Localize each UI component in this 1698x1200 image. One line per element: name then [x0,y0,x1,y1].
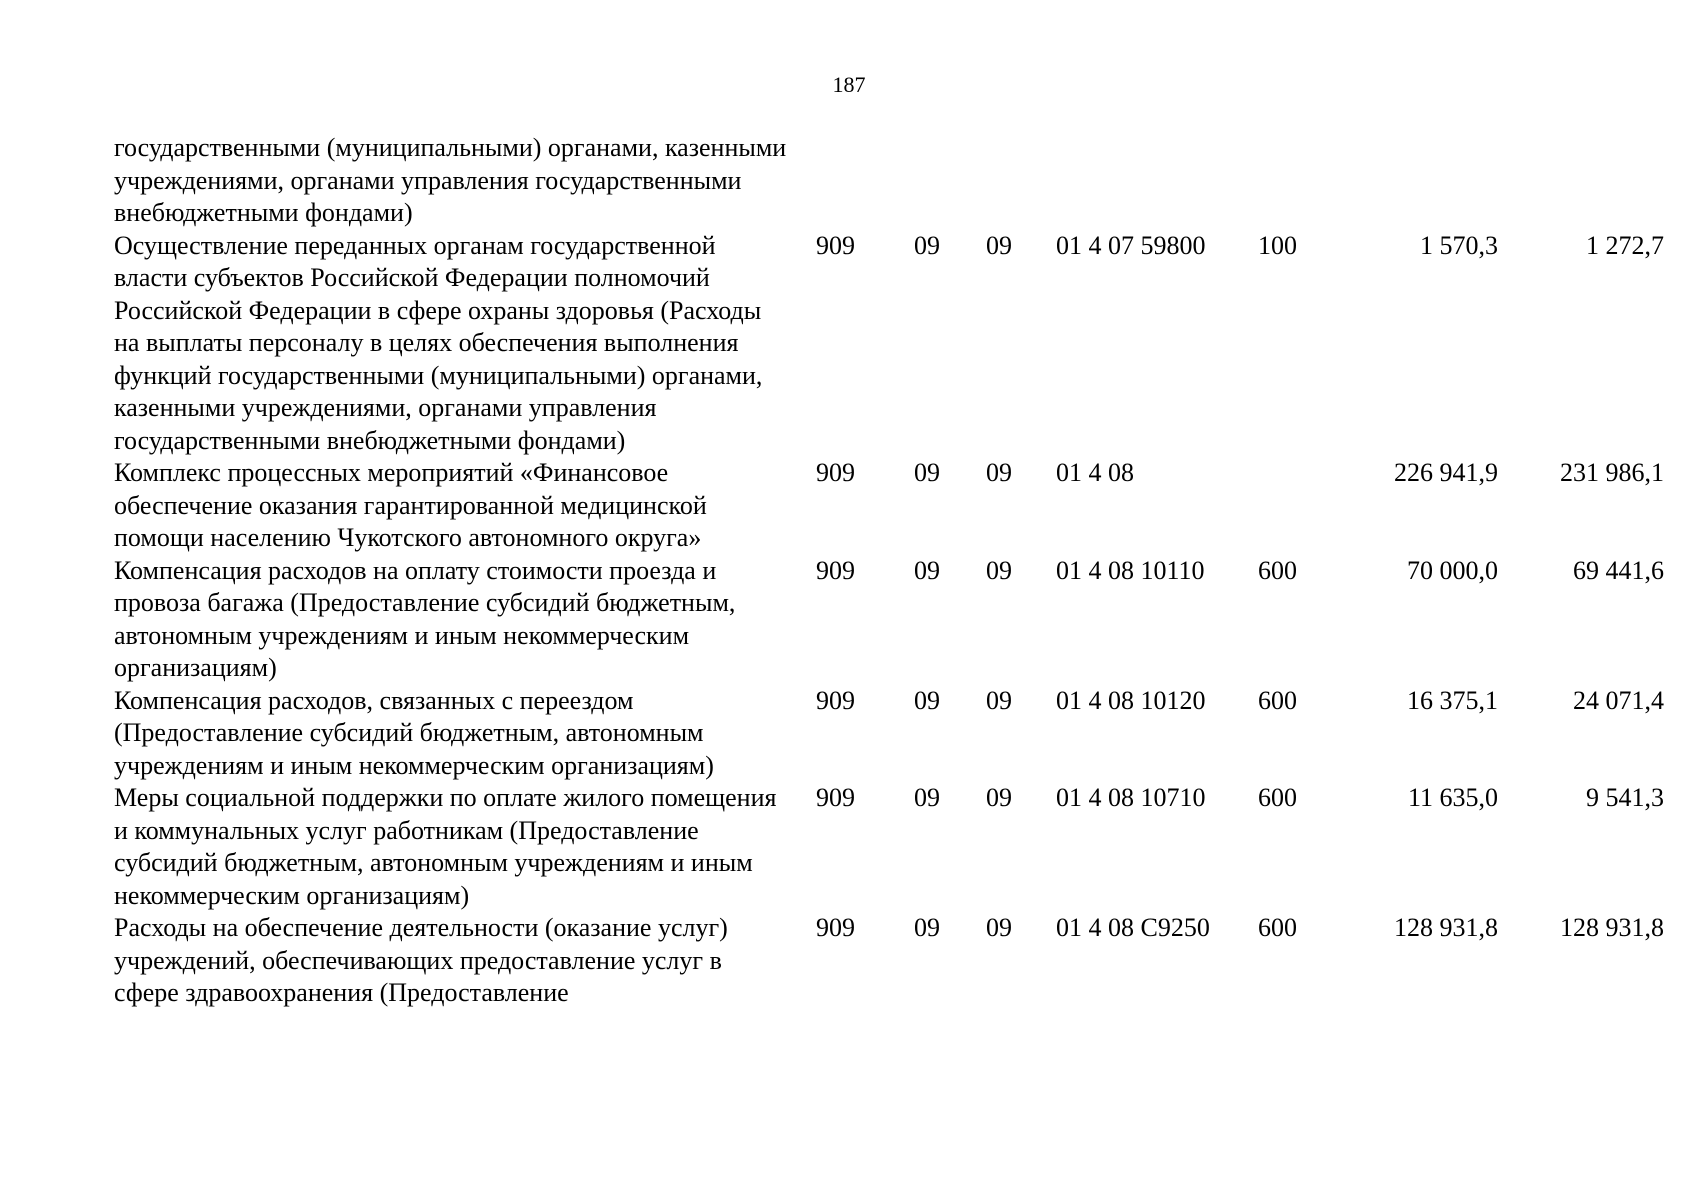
row-amount-2: 9 541,3 [1586,783,1664,812]
row-ministry-code: 909 [816,913,855,942]
row-description: Расходы на обеспечение деятельности (оказание услуг) учреждений, обеспечивающих предоставление услуг в сфере здравоохранения (Предоставление [114,913,728,1007]
row-expense-type: 600 [1258,555,1297,585]
row-expense-type: 100 [1258,230,1297,260]
row-amount-2: 24 071,4 [1573,685,1664,715]
row-ministry-code: 909 [816,685,855,715]
row-subsection-code: 09 [986,230,1012,260]
row-amount-1: 226 941,9 [1394,458,1498,487]
row-ministry-code: 909 [816,230,855,260]
table-row [114,912,1664,1010]
row-subsection-code: 09 [986,685,1012,715]
row-section-code: 09 [914,555,940,585]
row-expense-type: 600 [1258,783,1297,812]
row-target-code: 01 4 08 [1056,458,1134,487]
table-row [114,132,1664,230]
table-row [114,457,1664,555]
row-expense-type: 600 [1258,913,1297,942]
row-amount-2: 69 441,6 [1573,555,1664,585]
row-subsection-code: 09 [986,555,1012,585]
table-row [114,230,1664,458]
row-section-code: 09 [914,783,940,812]
row-target-code: 01 4 08 10710 [1056,783,1206,812]
row-ministry-code: 909 [816,458,855,487]
row-expense-type [1258,132,1358,230]
row-amount-1: 128 931,8 [1394,913,1498,942]
row-description: Комплекс процессных мероприятий «Финансовое обеспечение оказания гарантированной медицинской помощи населению Чукотского автономного округа» [114,458,707,552]
row-section-code: 09 [914,685,940,715]
row-amount-1: 16 375,1 [1407,685,1498,715]
row-description: Компенсация расходов, связанных с переездом (Предоставление субсидий бюджетным, автономным учреждениям и иным некоммерческим организациям) [114,685,714,780]
row-subsection-code: 09 [986,783,1012,812]
row-subsection-code: 09 [986,458,1012,487]
row-amount-1: 11 635,0 [1407,783,1498,812]
row-ministry-code: 909 [816,783,855,812]
row-amount-2 [1498,132,1664,230]
row-subsection-code [986,132,1056,230]
row-section-code [914,132,986,230]
page-number: 187 [832,72,866,97]
row-amount-2: 1 272,7 [1586,230,1664,260]
row-section-code: 09 [914,458,940,487]
row-expense-type: 600 [1258,685,1297,715]
table-row [114,782,1664,912]
row-ministry-code [816,132,914,230]
row-target-code [1056,132,1258,230]
row-amount-2: 128 931,8 [1560,913,1664,942]
row-description: государственными (муниципальными) органами, казенными учреждениями, органами управления государственными внебюджетными фондами) [114,133,787,227]
row-target-code: 01 4 08 10120 [1056,685,1206,715]
row-description: Компенсация расходов на оплату стоимости проезда и провоза багажа (Предоставление субсидий бюджетным, автономным учреждениям и иным некоммерческим организациям) [114,555,736,682]
table-row [114,555,1664,685]
row-target-code: 01 4 08 С9250 [1056,913,1210,942]
row-amount-1: 70 000,0 [1407,555,1498,585]
row-ministry-code: 909 [816,555,855,585]
row-target-code: 01 4 08 10110 [1056,555,1205,585]
row-amount-2: 231 986,1 [1560,458,1664,487]
row-target-code: 01 4 07 59800 [1056,230,1206,260]
row-subsection-code: 09 [986,913,1012,942]
row-expense-type [1258,457,1358,555]
budget-table [114,132,1664,1010]
table-row [114,685,1664,783]
row-section-code: 09 [914,230,940,260]
row-description: Осуществление переданных органам государственной власти субъектов Российской Федерации полномочий Российской Федерации в сфере охраны здоровья (Расходы на выплаты персоналу в целях обеспечения выполнения функций государственными (муниципальными) органами, казенными учреждениями, органами управления государственными внебюджетными фондами) [114,230,763,455]
table-body [114,132,1664,1010]
row-amount-1 [1358,132,1498,230]
row-description: Меры социальной поддержки по оплате жилого помещения и коммунальных услуг работникам (Предоставление субсидий бюджетным, автономным учреждениям и иным некоммерческим организациям) [114,783,777,910]
row-section-code: 09 [914,913,940,942]
row-amount-1: 1 570,3 [1420,230,1498,260]
